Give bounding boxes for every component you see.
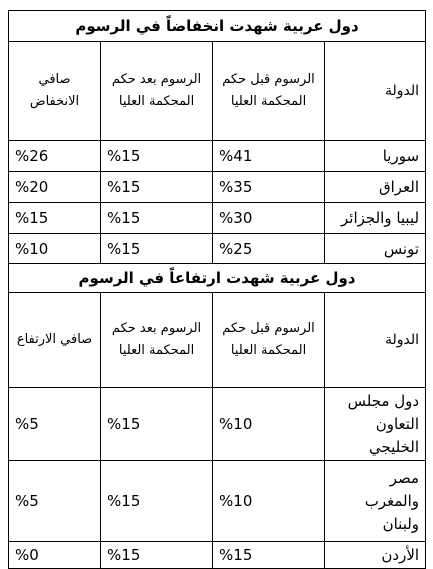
fees-after-cell: %15 [101,141,213,172]
fees-before-cell: %15 [213,542,325,569]
table-row [9,172,426,203]
increase-header-row [9,293,426,388]
net-cell: %15 [9,203,101,234]
fees-after-cell: %15 [101,388,213,461]
fees-before-cell: %30 [213,203,325,234]
header-net-increase: صافي الارتفاع [9,293,101,388]
header-fees-before: الرسوم قبل حكم المحكمة العليا [213,293,325,388]
table-row [9,234,426,264]
tariff-table-container [8,10,425,569]
header-country: الدولة [325,42,426,141]
header-fees-after: الرسوم بعد حكم المحكمة العليا [101,293,213,388]
fees-after-cell: %15 [101,234,213,264]
table-row [9,461,426,542]
header-country: الدولة [325,293,426,388]
decrease-header-row [9,42,426,141]
fees-before-cell: %10 [213,388,325,461]
fees-after-cell: %15 [101,461,213,542]
table-row [9,388,426,461]
fees-after-cell: %15 [101,203,213,234]
increase-title: دول عربية شهدت ارتفاعاً في الرسوم [9,264,426,293]
country-cell: العراق [325,172,426,203]
decrease-title-row [9,11,426,42]
header-fees-before: الرسوم قبل حكم المحكمة العليا [213,42,325,141]
net-cell: %5 [9,388,101,461]
net-cell: %10 [9,234,101,264]
net-cell: %26 [9,141,101,172]
table-row [9,203,426,234]
fees-before-cell: %41 [213,141,325,172]
header-fees-after: الرسوم بعد حكم المحكمة العليا [101,42,213,141]
header-net-decrease: صافي الانخفاض [9,42,101,141]
tariff-table [8,10,426,569]
fees-after-cell: %15 [101,172,213,203]
net-cell: %5 [9,461,101,542]
country-cell: دول مجلس التعاون الخليجي [325,388,426,461]
fees-before-cell: %25 [213,234,325,264]
decrease-title: دول عربية شهدت انخفاضاً في الرسوم [9,11,426,42]
fees-after-cell: %15 [101,542,213,569]
country-cell: تونس [325,234,426,264]
country-cell: مصر والمغرب ولبنان [325,461,426,542]
increase-title-row [9,264,426,293]
fees-before-cell: %35 [213,172,325,203]
country-cell: ليبيا والجزائر [325,203,426,234]
net-cell: %0 [9,542,101,569]
table-row [9,141,426,172]
table-row [9,542,426,569]
fees-before-cell: %10 [213,461,325,542]
country-cell: سوريا [325,141,426,172]
net-cell: %20 [9,172,101,203]
country-cell: الأردن [325,542,426,569]
